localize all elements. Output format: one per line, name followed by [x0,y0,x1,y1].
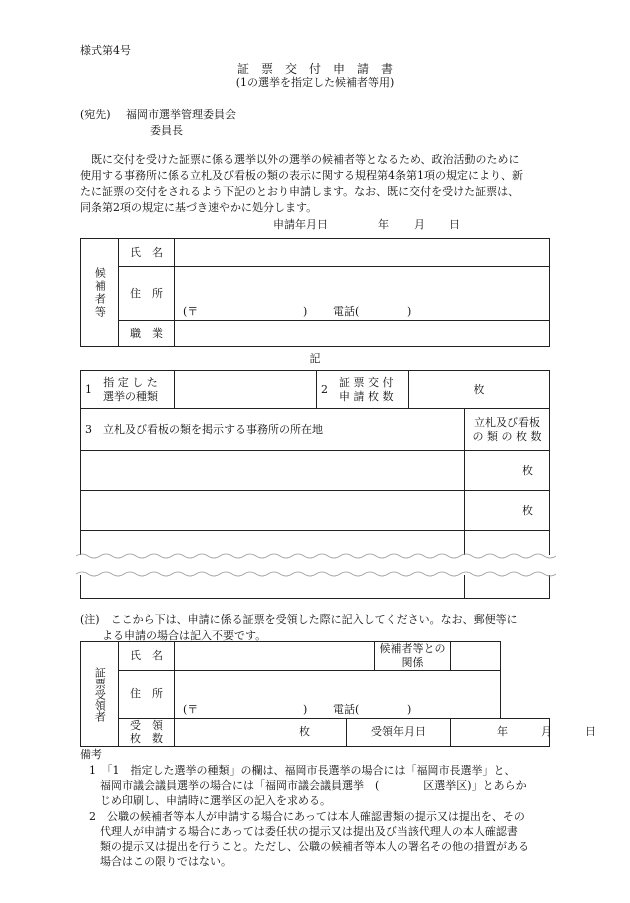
note-line: よる申請の場合は記入不要です。 [102,628,267,642]
candidate-side-label: 候補者等 [81,239,119,347]
office-address-row[interactable] [81,491,465,531]
intro-line: たに証票の交付をされるよう下記のとおり申請します。なお、既に交付を受けた証票は、 [80,184,520,198]
candidate-table [80,238,550,347]
remark-line: 1 「1 指定した選挙の種類」の欄は、福岡市長選挙の場合には「福岡市長選挙」と、 [89,764,516,777]
table-break-wave [76,552,556,578]
remark-line: 類の提示又は提出を行うこと。ただし、公職の候補者等本人の署名その他の措置がある [100,839,529,853]
remark-line: 代理人が申請する場合にあっては委任状の提示又は提出及び当該代理人の本人確認書 [100,824,518,838]
candidate-postal: (〒 [183,305,199,318]
remark-line: 福岡市議会議員選挙の場合には「福岡市議会議員選挙 ( 区選挙区)」とあらか [100,779,527,793]
received-month: 月 [541,724,552,738]
received-date-field[interactable] [451,718,596,747]
remarks-heading: 備考 [80,748,102,761]
sign-count-unit: 枚 [465,491,550,531]
received-day: 日 [585,724,596,738]
receiver-phone-label: 電話( [333,702,360,716]
candidate-name-label: 氏 名 [119,239,175,267]
item1-field[interactable] [175,371,317,409]
candidate-address-label: 住 所 [119,267,175,321]
application-date-month: 月 [414,218,425,231]
received-year: 年 [497,724,508,738]
received-count-label: 受 領 枚 数 [119,718,175,747]
receiver-phone-close: ) [407,702,412,716]
intro-line: 既に交付を受けた証票に係る選挙以外の選挙の候補者等となるため、政治活動のために [91,153,520,166]
remarks-list [80,763,570,869]
relation-label: 候補者等との関係 [375,642,451,671]
candidate-postal-close: ) [303,305,308,318]
ki-heading: 記 [309,352,321,365]
intro-line: 使用する事務所に係る立札及び看板の類の表示に関する規程第4条第1項の規定により、新 [80,168,523,182]
form-number: 様式第4号 [80,44,131,57]
receiver-postal-close: ) [303,702,308,716]
received-date-label: 受領年月日 [347,718,451,747]
receiver-name-field[interactable] [175,642,375,671]
remark-line: じめ印刷し、申請時に選挙区の記入を求める。 [100,794,331,808]
receiver-name-label: 氏 名 [119,642,175,671]
receiver-table [80,641,596,747]
received-count-unit: 枚 [175,718,347,747]
item2-label: 2 証 票 交 付 申 請 枚 数 [317,371,409,409]
addressee-org: 福岡市選挙管理委員会 [126,108,236,121]
candidate-phone-label: 電話( [333,305,360,318]
application-date-day: 日 [449,218,460,231]
remark-line: 場合はこの限りではない。 [100,855,232,869]
sign-count-label: 立札及び看板 の 類 の 枚 数 [465,409,550,451]
sign-count-unit: 枚 [465,451,550,491]
item2-count-unit: 枚 [409,371,550,409]
item1-label: 1 指 定 し た 選挙の種類 [81,371,175,409]
application-date-label: 申請年月日 [273,218,328,231]
candidate-name-field[interactable] [175,239,550,267]
intro-paragraph [80,152,560,216]
addressee-title: 委員長 [150,124,183,137]
candidate-occupation-field[interactable] [175,321,550,347]
application-date-year: 年 [378,218,389,231]
candidate-address-field[interactable] [175,267,550,321]
remark-line: 2 公職の候補者等本人が申請する場合にあっては本人確認書類の提示又は提出を、その [89,809,525,823]
intro-line: 同条第2項の規定に基づき速やかに処分します。 [80,200,318,214]
item3-label: 3 立札及び看板の類を掲示する事務所の所在地 [81,409,465,451]
receiver-side-label: 証票受領者 [81,642,119,747]
receiver-address-label: 住 所 [119,670,175,718]
receiver-address-field[interactable] [175,670,501,718]
note-line: (注) ここから下は、申請に係る証票を受領した際に記入してください。なお、郵便等に [80,613,518,626]
receiver-postal: (〒 [183,702,199,716]
relation-field[interactable] [451,642,501,671]
page-title: 証 票 交 付 申 請 書 [236,62,393,76]
office-address-row[interactable] [81,451,465,491]
addressee-label: (宛先) [80,108,111,121]
receipt-note [80,612,560,644]
candidate-occupation-label: 職 業 [119,321,175,347]
page-subtitle: (1の選挙を指定した候補者等用) [235,76,395,89]
candidate-phone-close: ) [407,305,412,318]
